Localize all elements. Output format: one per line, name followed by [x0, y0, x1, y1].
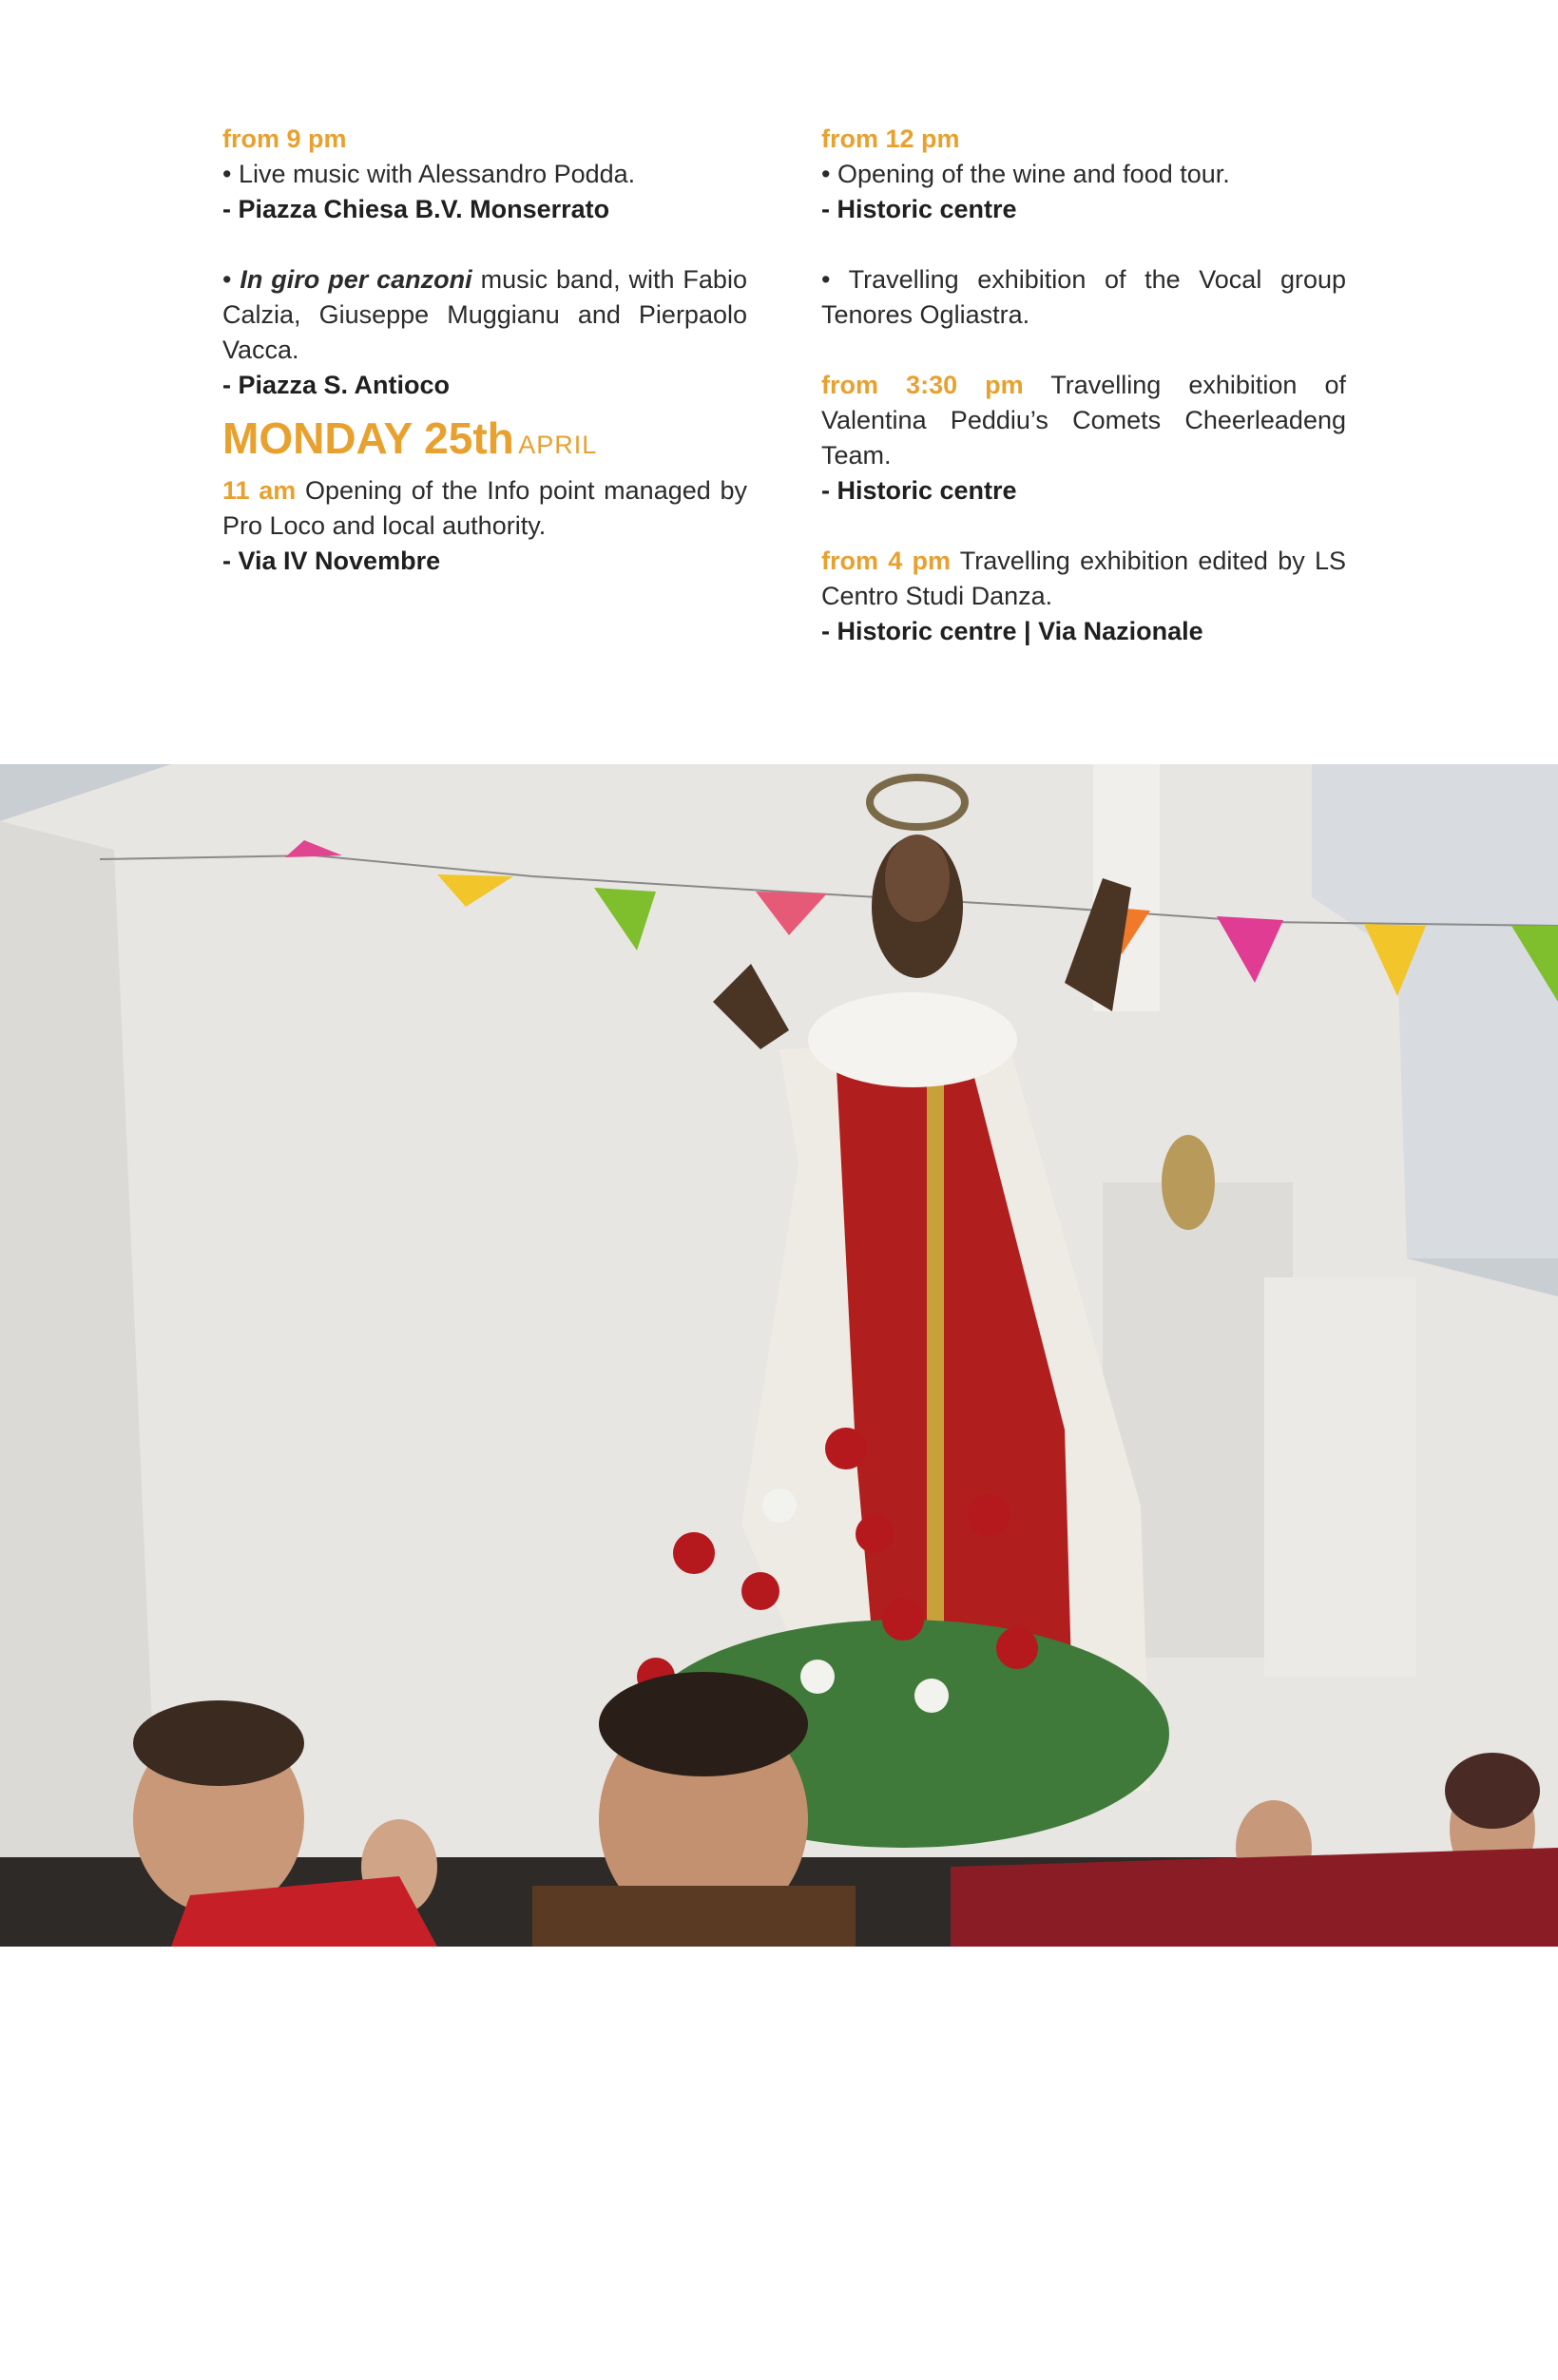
procession-photo: [0, 764, 1558, 2380]
right-column: [821, 122, 1346, 649]
event-location: - Historic centre: [821, 476, 1017, 505]
event-description: Opening of the Info point managed by Pro Loco and local authority.: [222, 476, 747, 540]
event-time: 11 am: [222, 476, 297, 505]
event-description: music band, with Fabio Calzia, Giuseppe Muggianu and Pierpaolo Vacca.: [222, 265, 747, 364]
event-time: from 3:30 pm: [821, 371, 1024, 399]
day-title: MONDAY 25th: [222, 413, 514, 463]
event-location: - Piazza Chiesa B.V. Monserrato: [222, 195, 610, 223]
event-time: from 12 pm: [821, 125, 960, 153]
event-description: Travelling exhibition of Valentina Peddiu’s Comets Cheerleadeng Team.: [821, 371, 1347, 470]
event-item: • Live music with Alessandro Podda.: [222, 160, 636, 188]
event-item: • Travelling exhibition of the Vocal group Tenores Ogliastra.: [821, 265, 1346, 329]
day-month: APRIL: [518, 431, 598, 459]
day-heading: [222, 413, 747, 464]
procession-illustration: [0, 764, 1558, 1947]
event-location: - Historic centre: [821, 195, 1017, 223]
left-column: [222, 122, 747, 579]
event-location: - Historic centre | Via Nazionale: [821, 617, 1203, 645]
event-location: - Via IV Novembre: [222, 547, 441, 575]
event-location: - Piazza S. Antioco: [222, 371, 451, 399]
photo-credit: Archivio Comune di Girasole: [1516, 2175, 1534, 2380]
event-item: • Opening of the wine and food tour.: [821, 160, 1230, 188]
event-item: [222, 262, 747, 368]
event-item: [821, 544, 1346, 614]
event-time: from 9 pm: [222, 125, 347, 153]
event-item: [222, 473, 747, 544]
event-item: [821, 368, 1346, 473]
event-description: Travelling exhibition edited by LS Centro Studi Danza.: [821, 547, 1346, 610]
bullet: •: [222, 265, 232, 294]
event-time: from 4 pm: [821, 547, 952, 575]
band-name: In giro per canzoni: [240, 265, 472, 294]
